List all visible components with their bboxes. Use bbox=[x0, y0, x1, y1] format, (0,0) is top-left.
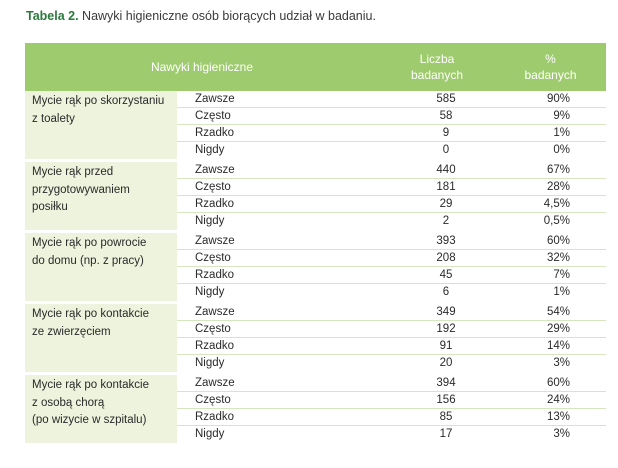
count-cell: 45 bbox=[439, 269, 453, 281]
count-cell: 9 bbox=[442, 127, 450, 139]
frequency-cell: Często bbox=[195, 394, 231, 406]
frequency-cell: Nigdy bbox=[195, 144, 225, 156]
frequency-cell: Często bbox=[195, 323, 231, 335]
table-row bbox=[177, 321, 606, 338]
count-cell: 192 bbox=[436, 323, 456, 335]
percent-cell: 0,5% bbox=[543, 215, 570, 227]
table-row bbox=[177, 142, 606, 159]
table-row bbox=[177, 162, 606, 179]
habit-label-line: do domu (np. z pracy) bbox=[32, 254, 144, 267]
habit-label bbox=[25, 162, 177, 230]
percent-cell: 0% bbox=[553, 144, 570, 156]
table-row bbox=[177, 196, 606, 213]
habit-label-line: Mycie rąk po kontakcie bbox=[32, 308, 149, 320]
frequency-cell: Nigdy bbox=[195, 286, 225, 298]
header-pct-line2: badanych bbox=[524, 68, 577, 82]
percent-cell: 60% bbox=[546, 377, 570, 389]
frequency-cell: Często bbox=[195, 252, 231, 264]
habit-label bbox=[25, 304, 177, 372]
table-row bbox=[177, 304, 606, 321]
table-row bbox=[177, 409, 606, 426]
count-cell: 29 bbox=[439, 198, 453, 210]
percent-cell: 60% bbox=[546, 235, 570, 247]
header-pct-line1: % bbox=[545, 52, 556, 66]
percent-cell: 29% bbox=[546, 323, 570, 335]
table-row bbox=[177, 91, 606, 108]
table-row bbox=[177, 108, 606, 125]
percent-cell: 28% bbox=[546, 181, 570, 193]
habit-group bbox=[25, 91, 606, 162]
count-cell: 2 bbox=[442, 215, 450, 227]
header-count-line1: Liczba bbox=[419, 52, 455, 66]
count-cell: 0 bbox=[442, 144, 450, 156]
count-cell: 393 bbox=[436, 235, 456, 247]
table-row bbox=[177, 233, 606, 250]
caption-text: Nawyki higieniczne osób biorących udział w badaniu. bbox=[78, 9, 376, 23]
percent-cell: 32% bbox=[546, 252, 570, 264]
table-body bbox=[25, 91, 606, 446]
header-count-line2: badanych bbox=[410, 68, 464, 82]
table-row bbox=[177, 392, 606, 409]
percent-cell: 4,5% bbox=[543, 198, 570, 210]
habit-label-line: z toalety bbox=[32, 112, 75, 125]
frequency-cell: Nigdy bbox=[195, 215, 225, 227]
percent-cell: 9% bbox=[553, 110, 570, 122]
frequency-rows bbox=[177, 91, 606, 159]
habit-label-line: Mycie rąk po kontakcie bbox=[32, 379, 149, 391]
frequency-cell: Nigdy bbox=[195, 357, 225, 369]
table-row bbox=[177, 355, 606, 372]
count-cell: 208 bbox=[436, 252, 456, 264]
percent-cell: 3% bbox=[553, 428, 570, 440]
count-cell: 17 bbox=[439, 428, 453, 440]
percent-cell: 1% bbox=[553, 286, 570, 298]
table-row bbox=[177, 375, 606, 392]
hygiene-table bbox=[25, 43, 606, 440]
habit-label bbox=[25, 233, 177, 301]
count-cell: 181 bbox=[436, 181, 456, 193]
table-row bbox=[177, 213, 606, 230]
habit-group bbox=[25, 304, 606, 375]
percent-cell: 3% bbox=[553, 357, 570, 369]
table-row bbox=[177, 426, 606, 443]
table-header bbox=[25, 43, 606, 91]
habit-label-line: (po wizycie w szpitalu) bbox=[32, 414, 147, 426]
table-row bbox=[177, 338, 606, 355]
frequency-cell: Zawsze bbox=[195, 306, 235, 318]
habit-group bbox=[25, 162, 606, 233]
percent-cell: 67% bbox=[546, 164, 570, 176]
frequency-cell: Zawsze bbox=[195, 93, 235, 105]
header-habit: Nawyki higieniczne bbox=[150, 60, 254, 74]
habit-label-line: Mycie rąk po powrocie bbox=[32, 237, 147, 249]
group-separator bbox=[25, 443, 606, 446]
count-cell: 58 bbox=[439, 110, 453, 122]
count-cell: 6 bbox=[442, 286, 450, 298]
count-cell: 85 bbox=[439, 411, 453, 423]
percent-cell: 14% bbox=[546, 340, 570, 352]
table-caption bbox=[26, 9, 376, 23]
habit-label-line: z osobą chorą bbox=[32, 396, 105, 409]
frequency-rows bbox=[177, 162, 606, 230]
habit-label bbox=[25, 91, 177, 159]
count-cell: 585 bbox=[436, 93, 456, 105]
frequency-cell: Rzadko bbox=[195, 340, 234, 352]
frequency-cell: Często bbox=[195, 181, 231, 193]
percent-cell: 1% bbox=[553, 127, 570, 139]
percent-cell: 7% bbox=[553, 269, 570, 281]
table-row bbox=[177, 250, 606, 267]
frequency-cell: Zawsze bbox=[195, 377, 235, 389]
frequency-cell: Rzadko bbox=[195, 411, 234, 423]
frequency-cell: Rzadko bbox=[195, 269, 234, 281]
frequency-rows bbox=[177, 233, 606, 301]
frequency-cell: Nigdy bbox=[195, 428, 225, 440]
count-cell: 440 bbox=[436, 164, 456, 176]
count-cell: 20 bbox=[439, 357, 453, 369]
table-row bbox=[177, 179, 606, 196]
habit-label-line: przygotowywaniem bbox=[32, 183, 130, 196]
percent-cell: 24% bbox=[546, 394, 570, 406]
table-row bbox=[177, 284, 606, 301]
count-cell: 156 bbox=[436, 394, 456, 406]
frequency-rows bbox=[177, 375, 606, 443]
habit-label-line: Mycie rąk po skorzystaniu bbox=[32, 95, 165, 107]
count-cell: 91 bbox=[439, 340, 453, 352]
habit-label bbox=[25, 375, 177, 443]
percent-cell: 90% bbox=[546, 93, 570, 105]
habit-group bbox=[25, 375, 606, 446]
habit-label-line: ze zwierzęciem bbox=[32, 325, 111, 338]
habit-label-line: Mycie rąk przed bbox=[32, 166, 114, 178]
frequency-cell: Rzadko bbox=[195, 127, 234, 139]
count-cell: 349 bbox=[436, 306, 456, 318]
count-cell: 394 bbox=[436, 377, 456, 389]
frequency-rows bbox=[177, 304, 606, 372]
habit-label-line: posiłku bbox=[32, 201, 68, 213]
header-count bbox=[379, 51, 495, 83]
table-row bbox=[177, 267, 606, 284]
table-row bbox=[177, 125, 606, 142]
frequency-cell: Zawsze bbox=[195, 235, 235, 247]
caption-label: Tabela 2. bbox=[26, 9, 79, 23]
frequency-cell: Zawsze bbox=[195, 164, 235, 176]
frequency-cell: Rzadko bbox=[195, 198, 234, 210]
percent-cell: 13% bbox=[546, 411, 570, 423]
habit-group bbox=[25, 233, 606, 304]
frequency-cell: Często bbox=[195, 110, 231, 122]
percent-cell: 54% bbox=[546, 306, 570, 318]
header-pct bbox=[495, 51, 606, 83]
